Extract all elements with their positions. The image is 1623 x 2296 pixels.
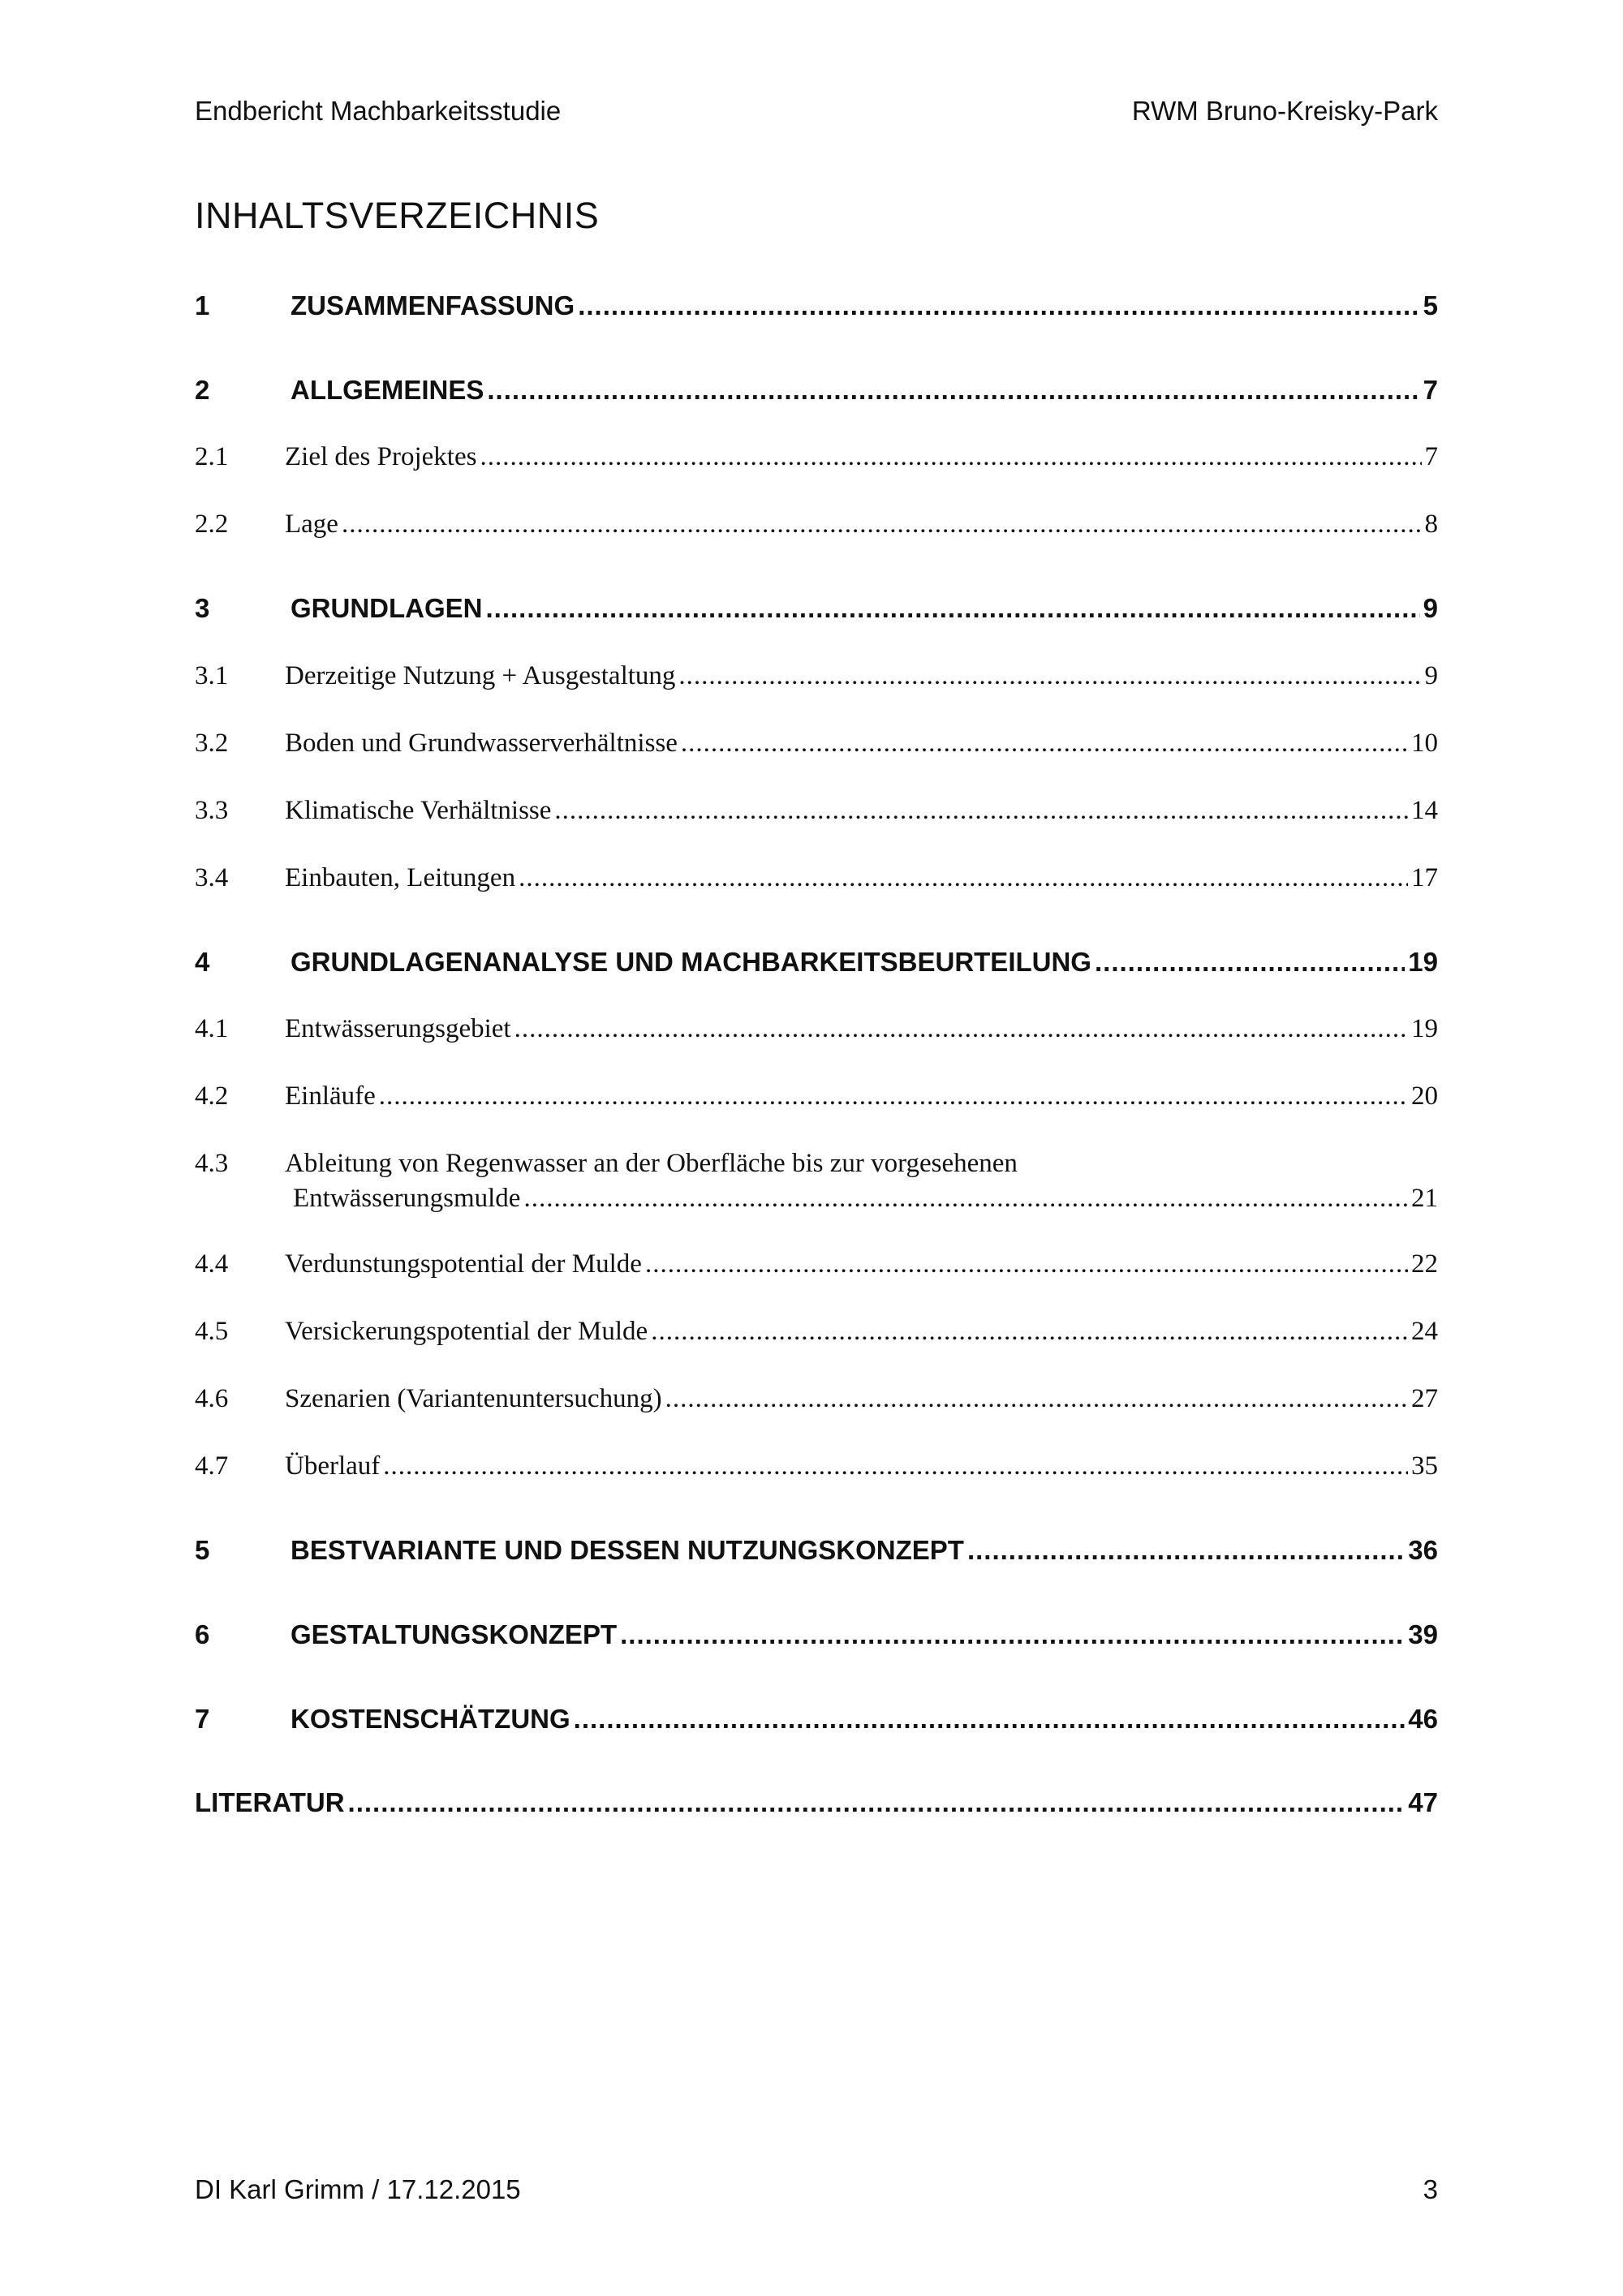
toc-leader bbox=[514, 1014, 1408, 1044]
toc-page: 19 bbox=[1408, 947, 1438, 977]
toc-page: 39 bbox=[1408, 1619, 1438, 1649]
toc-label: Verdunstungspotential der Mulde bbox=[285, 1249, 642, 1279]
toc-entry-4-3[interactable] bbox=[195, 1149, 1438, 1214]
toc-leader bbox=[523, 1184, 1408, 1214]
toc-entry-4[interactable] bbox=[195, 947, 1438, 978]
toc-leader bbox=[554, 796, 1408, 826]
toc-number: 1 bbox=[195, 290, 210, 320]
toc-label: Einläufe bbox=[285, 1081, 376, 1111]
toc-leader bbox=[480, 442, 1421, 472]
toc-entry-2-1[interactable] bbox=[195, 442, 1438, 472]
toc-label: Lage bbox=[285, 510, 338, 539]
footer-author-date: DI Karl Grimm / 17.12.2015 bbox=[195, 2174, 521, 2204]
toc-number: 2.2 bbox=[195, 510, 229, 539]
toc-entry-2[interactable] bbox=[195, 375, 1438, 406]
toc-label: Versickerungspotential der Mulde bbox=[285, 1317, 648, 1346]
toc-leader bbox=[379, 1081, 1408, 1111]
toc-leader bbox=[1095, 947, 1405, 978]
toc-leader bbox=[383, 1451, 1408, 1481]
toc-label-line2: Entwässerungsmulde bbox=[293, 1184, 521, 1213]
toc-page: 20 bbox=[1411, 1081, 1438, 1111]
toc-page: 19 bbox=[1411, 1014, 1438, 1043]
toc-leader bbox=[665, 1384, 1408, 1414]
toc-entry-6[interactable] bbox=[195, 1619, 1438, 1650]
toc-page: 24 bbox=[1411, 1317, 1438, 1346]
toc-label: KOSTENSCHÄTZUNG bbox=[291, 1704, 570, 1734]
toc-leader bbox=[487, 375, 1419, 406]
toc-label: GRUNDLAGEN bbox=[291, 593, 483, 623]
toc-label: Szenarien (Variantenuntersuchung) bbox=[285, 1384, 662, 1413]
toc-entry-3[interactable] bbox=[195, 593, 1438, 624]
toc-entry-5[interactable] bbox=[195, 1535, 1438, 1566]
toc-leader bbox=[342, 510, 1422, 540]
page-title: INHALTSVERZEICHNIS bbox=[195, 195, 600, 236]
toc-label: GESTALTUNGSKONZEPT bbox=[291, 1619, 618, 1649]
toc-number: 6 bbox=[195, 1619, 210, 1649]
toc-label: Einbauten, Leitungen bbox=[285, 863, 516, 892]
toc-entry-4-4[interactable] bbox=[195, 1249, 1438, 1279]
toc-number: 7 bbox=[195, 1704, 210, 1734]
toc-number: 4.3 bbox=[195, 1149, 229, 1178]
toc-page: 9 bbox=[1424, 661, 1438, 690]
toc-page: 21 bbox=[1411, 1184, 1438, 1213]
toc-number: 4.1 bbox=[195, 1014, 229, 1043]
toc-number: 4.2 bbox=[195, 1081, 229, 1111]
header-document-title: Endbericht Machbarkeitsstudie bbox=[195, 96, 562, 126]
toc-label: LITERATUR bbox=[195, 1787, 345, 1817]
toc-page: 5 bbox=[1423, 290, 1438, 320]
toc-label: ZUSAMMENFASSUNG bbox=[291, 290, 575, 320]
toc-leader bbox=[348, 1787, 1406, 1818]
toc-entry-literatur[interactable] bbox=[195, 1787, 1438, 1818]
toc-leader bbox=[651, 1317, 1408, 1347]
toc-page: 36 bbox=[1408, 1535, 1438, 1565]
toc-number: 5 bbox=[195, 1535, 210, 1565]
toc-number: 3.3 bbox=[195, 796, 229, 825]
toc-page: 14 bbox=[1411, 796, 1438, 825]
toc-number: 4.5 bbox=[195, 1317, 229, 1346]
toc-number: 4.6 bbox=[195, 1384, 229, 1413]
toc-label: BESTVARIANTE UND DESSEN NUTZUNGSKONZEPT bbox=[291, 1535, 964, 1565]
toc-entry-4-6[interactable] bbox=[195, 1384, 1438, 1414]
toc-label: Klimatische Verhältnisse bbox=[285, 796, 552, 825]
toc-entry-3-1[interactable] bbox=[195, 661, 1438, 691]
toc-entry-2-2[interactable] bbox=[195, 510, 1438, 540]
header-project-name: RWM Bruno-Kreisky-Park bbox=[1131, 96, 1438, 126]
toc-number: 3.2 bbox=[195, 729, 229, 758]
toc-leader bbox=[681, 729, 1408, 759]
toc-page: 10 bbox=[1411, 729, 1438, 758]
toc-entry-4-2[interactable] bbox=[195, 1081, 1438, 1111]
toc-label: GRUNDLAGENANALYSE UND MACHBARKEITSBEURTEILUNG bbox=[291, 947, 1091, 977]
toc-leader bbox=[578, 290, 1419, 321]
toc-leader bbox=[967, 1535, 1405, 1566]
toc-page: 7 bbox=[1423, 375, 1438, 405]
toc-label: ALLGEMEINES bbox=[291, 375, 484, 405]
toc-entry-4-5[interactable] bbox=[195, 1317, 1438, 1347]
toc-page: 17 bbox=[1411, 863, 1438, 892]
toc-number: 3 bbox=[195, 593, 210, 623]
toc-leader bbox=[519, 863, 1408, 893]
toc-leader bbox=[620, 1619, 1405, 1650]
toc-leader bbox=[678, 661, 1421, 691]
footer-page-number: 3 bbox=[1423, 2174, 1438, 2204]
toc-entry-4-1[interactable] bbox=[195, 1014, 1438, 1044]
toc-page: 22 bbox=[1411, 1249, 1438, 1279]
toc-page: 7 bbox=[1424, 442, 1438, 471]
toc-label: Derzeitige Nutzung + Ausgestaltung bbox=[285, 661, 676, 690]
toc-label: Boden und Grundwasserverhältnisse bbox=[285, 729, 678, 758]
toc-number: 4.4 bbox=[195, 1249, 229, 1279]
toc-entry-3-3[interactable] bbox=[195, 796, 1438, 826]
toc-entry-3-4[interactable] bbox=[195, 863, 1438, 893]
toc-label-line1: Ableitung von Regenwasser an der Oberfläche bis zur vorgesehenen bbox=[285, 1149, 1018, 1178]
toc-number: 2.1 bbox=[195, 442, 229, 471]
toc-number: 4 bbox=[195, 947, 210, 977]
toc-leader bbox=[645, 1249, 1408, 1279]
toc-label: Entwässerungsgebiet bbox=[285, 1014, 511, 1043]
toc-page: 47 bbox=[1408, 1787, 1438, 1817]
toc-number: 3.1 bbox=[195, 661, 229, 690]
toc-entry-1[interactable] bbox=[195, 290, 1438, 321]
toc-label: Ziel des Projektes bbox=[285, 442, 477, 471]
toc-page: 27 bbox=[1411, 1384, 1438, 1413]
toc-label: Überlauf bbox=[285, 1451, 381, 1481]
toc-page: 8 bbox=[1424, 510, 1438, 539]
toc-number: 2 bbox=[195, 375, 210, 405]
toc-page: 46 bbox=[1408, 1704, 1438, 1734]
toc-leader bbox=[574, 1704, 1406, 1735]
toc-entry-3-2[interactable] bbox=[195, 729, 1438, 759]
toc-entry-7[interactable] bbox=[195, 1704, 1438, 1735]
toc-entry-4-7[interactable] bbox=[195, 1451, 1438, 1481]
toc-page: 9 bbox=[1423, 593, 1438, 623]
toc-page: 35 bbox=[1411, 1451, 1438, 1481]
toc-number: 4.7 bbox=[195, 1451, 229, 1481]
toc-leader bbox=[486, 593, 1420, 624]
toc-number: 3.4 bbox=[195, 863, 229, 892]
